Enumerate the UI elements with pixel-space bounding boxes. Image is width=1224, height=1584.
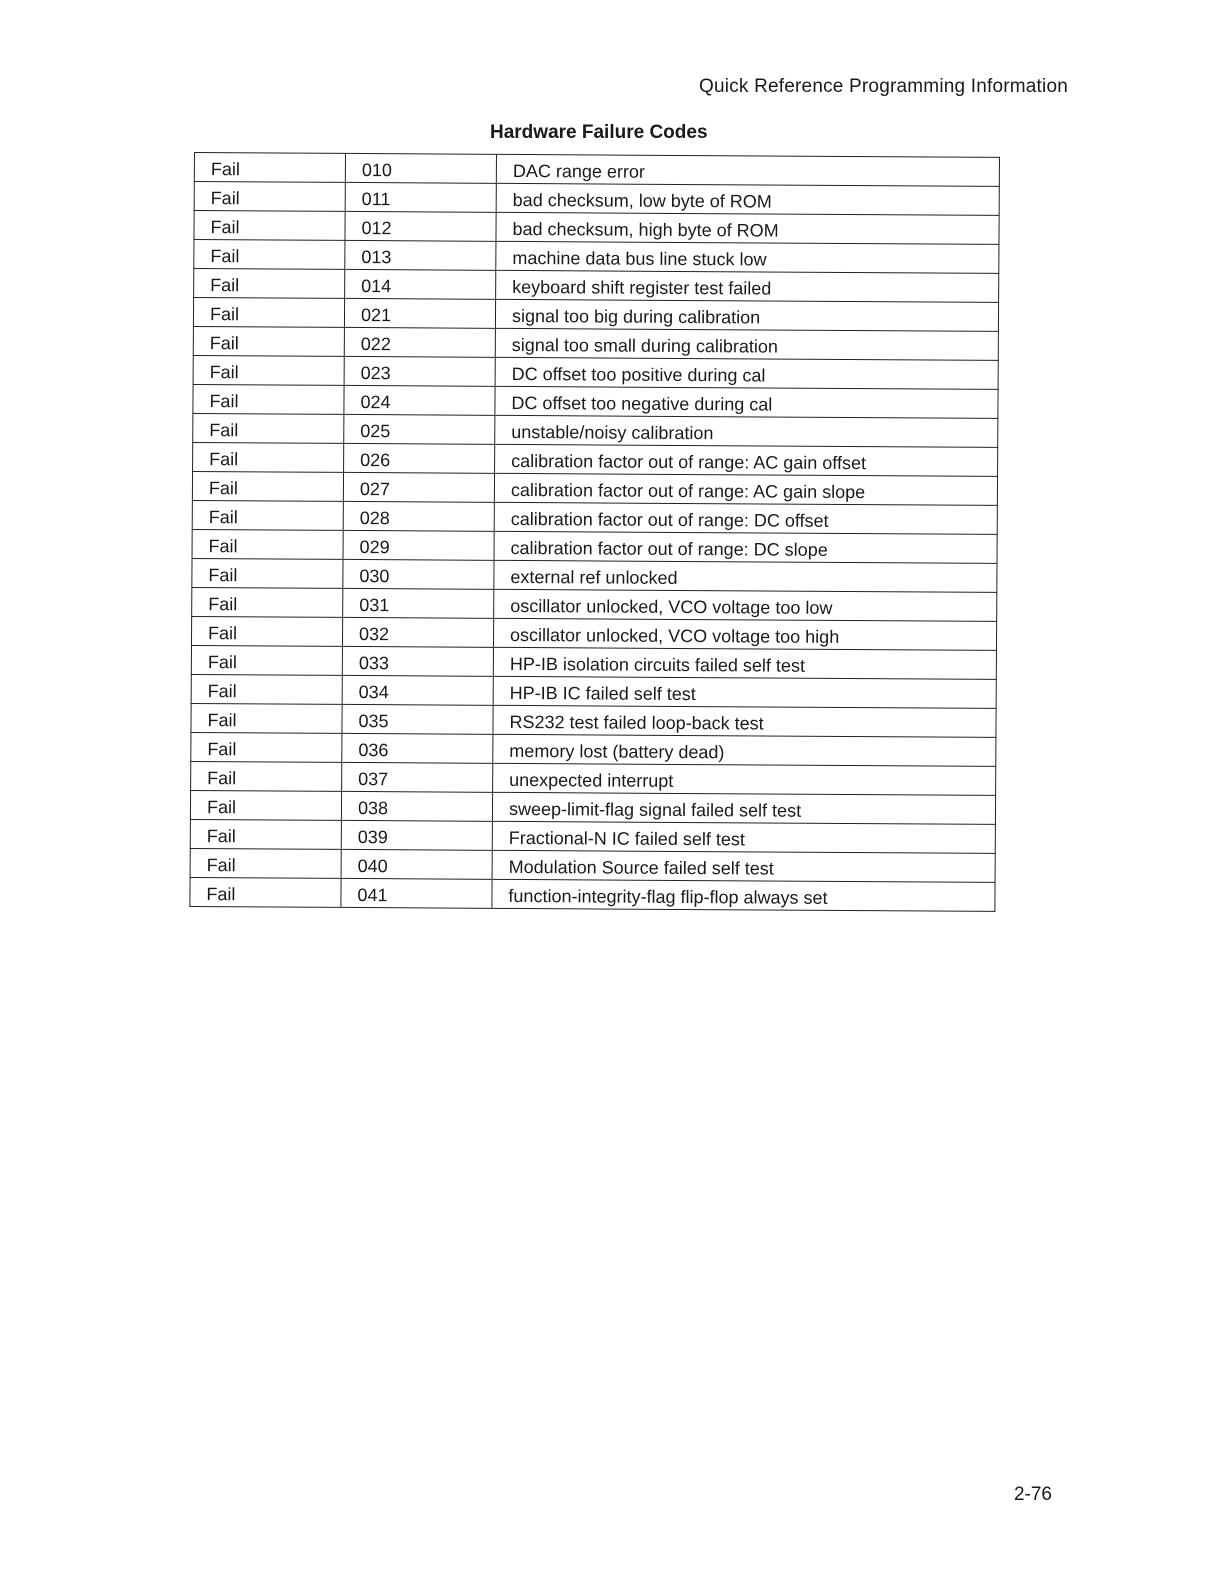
description-cell: function-integrity-flag flip-flop always set: [492, 879, 995, 911]
code-cell: 035: [342, 704, 493, 734]
status-cell: Fail: [194, 240, 345, 270]
status-cell: Fail: [190, 790, 341, 820]
failure-codes-table-body: [190, 153, 1000, 912]
status-cell: Fail: [190, 848, 341, 878]
status-cell: Fail: [190, 819, 341, 849]
status-cell: Fail: [191, 674, 342, 704]
code-cell: 038: [341, 791, 492, 821]
description-cell: oscillator unlocked, VCO voltage too low: [494, 589, 997, 621]
status-cell: Fail: [191, 732, 342, 762]
code-cell: 040: [341, 849, 492, 879]
status-cell: Fail: [193, 355, 344, 385]
description-cell: calibration factor out of range: AC gain offset: [495, 444, 998, 476]
code-cell: 010: [345, 153, 496, 183]
status-cell: Fail: [191, 645, 342, 675]
code-cell: 028: [343, 501, 494, 531]
failure-codes-table: [189, 152, 1000, 912]
table-title: Hardware Failure Codes: [490, 122, 708, 143]
description-cell: DC offset too negative during cal: [495, 386, 998, 418]
status-cell: Fail: [192, 471, 343, 501]
code-cell: 032: [342, 617, 493, 647]
code-cell: 026: [344, 443, 495, 473]
status-cell: Fail: [190, 877, 341, 907]
description-cell: calibration factor out of range: DC offset: [494, 502, 997, 534]
description-cell: unstable/noisy calibration: [495, 415, 998, 447]
status-cell: Fail: [194, 182, 345, 212]
description-cell: memory lost (battery dead): [493, 734, 996, 766]
page-number: 2-76: [1013, 1484, 1052, 1505]
description-cell: signal too big during calibration: [495, 299, 998, 331]
code-cell: 013: [345, 240, 496, 270]
code-cell: 012: [345, 211, 496, 241]
status-cell: Fail: [194, 269, 345, 299]
description-cell: DAC range error: [496, 154, 999, 186]
status-cell: Fail: [193, 384, 344, 414]
status-cell: Fail: [193, 413, 344, 443]
code-cell: 022: [344, 327, 495, 357]
code-cell: 041: [341, 878, 492, 908]
description-cell: HP-IB isolation circuits failed self test: [493, 647, 996, 679]
description-cell: HP-IB IC failed self test: [493, 676, 996, 708]
status-cell: Fail: [193, 326, 344, 356]
code-cell: 030: [343, 559, 494, 589]
code-cell: 011: [345, 182, 496, 212]
status-cell: Fail: [192, 587, 343, 617]
description-cell: RS232 test failed loop-back test: [493, 705, 996, 737]
code-cell: 029: [343, 530, 494, 560]
code-cell: 033: [342, 646, 493, 676]
status-cell: Fail: [191, 616, 342, 646]
code-cell: 023: [344, 356, 495, 386]
code-cell: 031: [343, 588, 494, 618]
code-cell: 027: [343, 472, 494, 502]
running-header: Quick Reference Programming Information: [699, 76, 1068, 97]
description-cell: oscillator unlocked, VCO voltage too high: [493, 618, 996, 650]
description-cell: Fractional-N IC failed self test: [492, 821, 995, 853]
description-cell: sweep-limit-flag signal failed self test: [492, 792, 995, 824]
description-cell: external ref unlocked: [494, 560, 997, 592]
code-cell: 034: [342, 675, 493, 705]
status-cell: Fail: [192, 500, 343, 530]
description-cell: unexpected interrupt: [493, 763, 996, 795]
code-cell: 039: [341, 820, 492, 850]
status-cell: Fail: [194, 211, 345, 241]
code-cell: 025: [344, 414, 495, 444]
description-cell: Modulation Source failed self test: [492, 850, 995, 882]
description-cell: bad checksum, low byte of ROM: [496, 183, 999, 215]
table-row: [190, 877, 995, 911]
description-cell: signal too small during calibration: [495, 328, 998, 360]
status-cell: Fail: [191, 761, 342, 791]
code-cell: 036: [342, 733, 493, 763]
status-cell: Fail: [191, 703, 342, 733]
status-cell: Fail: [194, 153, 345, 183]
code-cell: 024: [344, 385, 495, 415]
description-cell: calibration factor out of range: DC slope: [494, 531, 997, 563]
description-cell: bad checksum, high byte of ROM: [496, 212, 999, 244]
description-cell: calibration factor out of range: AC gain slope: [494, 473, 997, 505]
code-cell: 014: [345, 269, 496, 299]
code-cell: 021: [344, 298, 495, 328]
status-cell: Fail: [192, 529, 343, 559]
description-cell: machine data bus line stuck low: [496, 241, 999, 273]
status-cell: Fail: [193, 442, 344, 472]
description-cell: DC offset too positive during cal: [495, 357, 998, 389]
code-cell: 037: [342, 762, 493, 792]
description-cell: keyboard shift register test failed: [496, 270, 999, 302]
status-cell: Fail: [192, 558, 343, 588]
status-cell: Fail: [193, 298, 344, 328]
failure-codes-table-container: [189, 152, 1000, 912]
